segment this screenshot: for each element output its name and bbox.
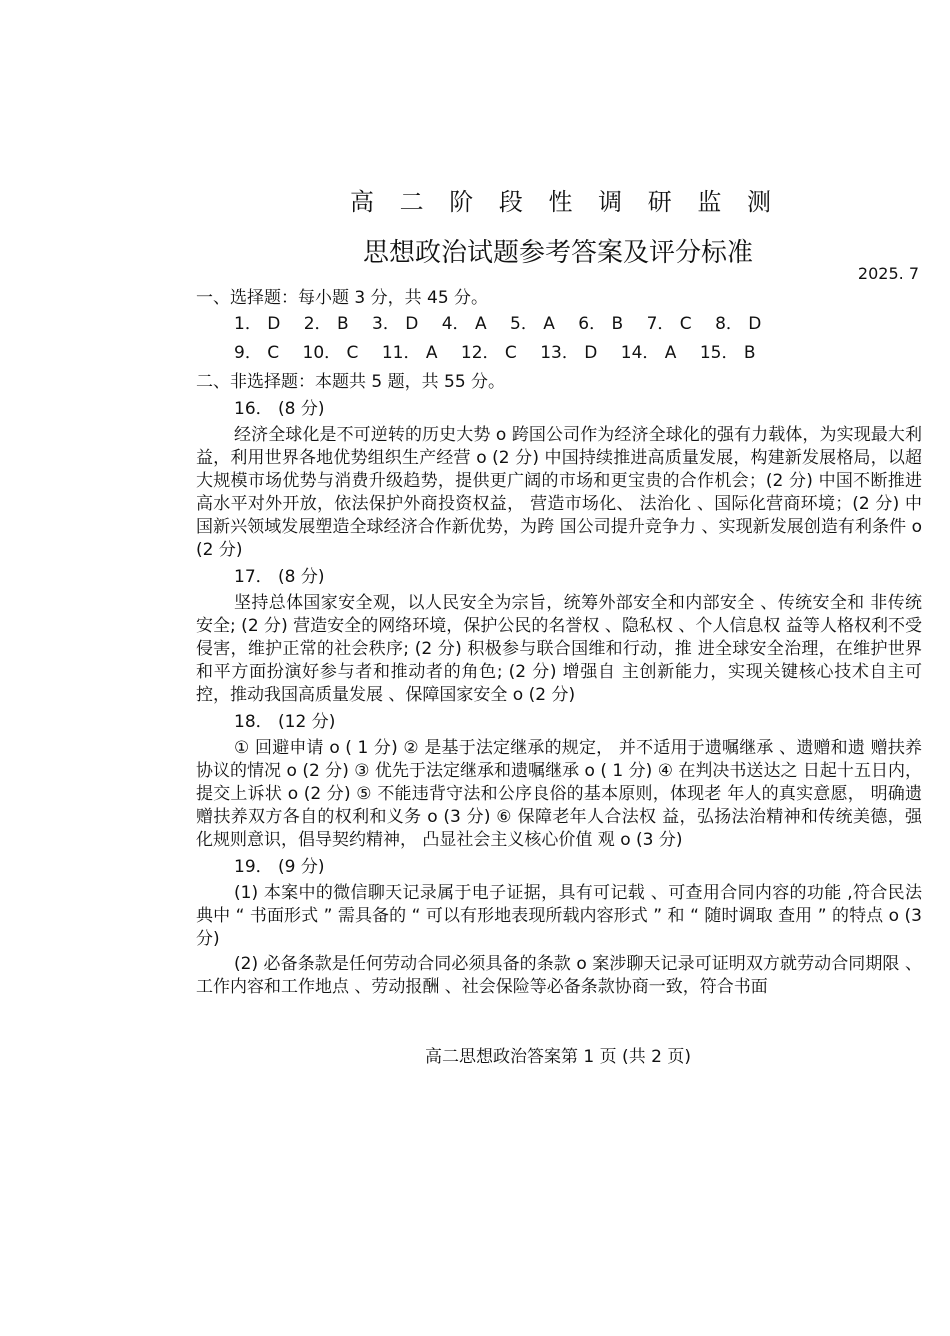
choice-answer: 15． B: [699, 343, 756, 363]
answer-19-part-2: (2) 必备条款是任何劳动合同必须具备的条款 o 案涉聊天记录可证明双方就劳动合同期限 、工作内容和工作地点 、劳动报酬 、社会保险等必备条款协商一致，符合书面: [196, 954, 922, 997]
choice-answer: 11． A: [381, 343, 438, 363]
choice-answers-row-1: [234, 313, 922, 336]
choice-answer: 12． C: [460, 343, 517, 363]
choice-answer: 4． A: [441, 314, 487, 334]
choice-answer: 1． D: [234, 314, 281, 334]
question-number-17: 17． (8 分): [234, 567, 325, 587]
answer-18: ① 回避申请 o ( 1 分) ② 是基于法定继承的规定， 并不适用于遗嘱继承 、遗赠和遗 赠扶养协议的情况 o (2 分) ③ 优先于法定继承和遗嘱继承 o ( 1 分) ④ 在判决书送达之 日起十五日内，提交上诉状 o (2 分) ⑤ 不能违背守法和公序良俗的基本原则，体现老 年人的真实意愿， 明确遗赠扶养双方各自的权利和义务 o (3 分) ⑥ 保障老年人合法权 益，弘扬法治精神和传统美德，强化规则意识，倡导契约精神， 凸显社会主义核心价值 观 o (3 分): [196, 738, 922, 850]
choice-answer: 7． C: [646, 314, 692, 334]
answer-17: 坚持总体国家安全观，以人民安全为宗旨，统筹外部安全和内部安全 、传统安全和 非传统安全; (2 分) 营造安全的网络环境，保护公民的名誉权 、隐私权 、个人信息权 益等人格权利不受侵害，维护正常的社会秩序; (2 分) 积极参与联合国维和行动，推 进全球安全治理，在维护世界和平方面扮演好参与者和推动者的角色; (2 分) 增强自 主创新能力，实现关键核心技术自主可控，推动我国高质量发展 、保障国家安全 o (2 分): [196, 593, 922, 705]
section-heading-choice: 一、选择题：每小题 3 分，共 45 分。: [196, 288, 489, 308]
choice-answer: 6． B: [578, 314, 624, 334]
question-number-18: 18． (12 分): [234, 712, 336, 732]
answer-16: 经济全球化是不可逆转的历史大势 o 跨国公司作为经济全球化的强有力载体，为实现最大利益，利用世界各地优势组织生产经营 o (2 分) 中国持续推进高质量发展，构建新发展格局，以超大规模市场优势与消费升级趋势，提供更广阔的市场和更宝贵的合作机会；(2 分) 中国不断推进高水平对外开放，依法保护外商投资权益， 营造市场化、 法治化 、国际化营商环境；(2 分) 中国新兴领域发展塑造全球经济合作新优势，为跨 国公司提升竞争力 、实现新发展创造有利条件 o (2 分): [196, 425, 922, 560]
choice-answer: 5． A: [510, 314, 555, 334]
choice-answer: 3． D: [372, 314, 419, 334]
page-subtitle: 思想政治试题参考答案及评分标准: [362, 238, 753, 268]
document-date: 2025. 7: [857, 264, 919, 283]
answer-content: [196, 287, 922, 1001]
answer-19-part-1: (1) 本案中的微信聊天记录属于电子证据，具有可记载 、可查用合同内容的功能 ,符合民法典中 “ 书面形式 ” 需具备的 “ 可以有形地表现所载内容形式 ” 和 “ 随时调取 查用 ” 的特点 o (3 分): [196, 883, 922, 949]
section-heading-essay: 二、非选择题：本题共 5 题，共 55 分。: [196, 372, 506, 392]
choice-answer: 8． D: [715, 314, 762, 334]
choice-answer: 10． C: [302, 343, 359, 363]
choice-answer: 14． A: [620, 343, 677, 363]
choice-answer: 9． C: [234, 343, 280, 363]
question-number-16: 16． (8 分): [234, 399, 325, 419]
choice-answer: 13． D: [540, 343, 598, 363]
question-number-19: 19． (9 分): [234, 857, 325, 877]
page-title: 高 二 阶 段 性 调 研 监 测: [349, 188, 781, 216]
choice-answer: 2． B: [303, 314, 349, 334]
page-footer: 高二思想政治答案第 1 页 (共 2 页): [425, 1047, 691, 1067]
choice-answers-row-2: [234, 342, 922, 365]
